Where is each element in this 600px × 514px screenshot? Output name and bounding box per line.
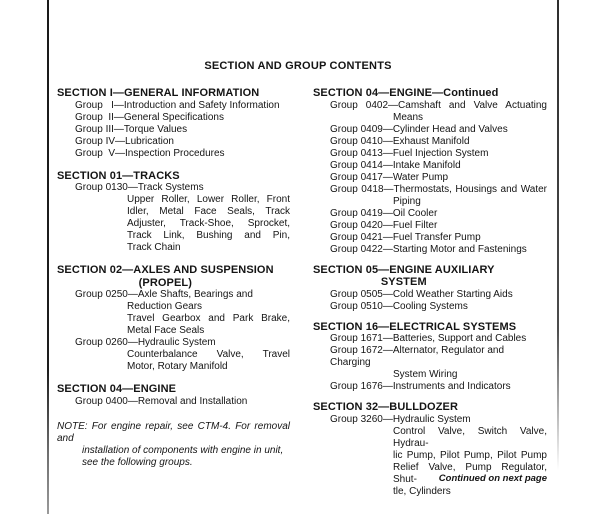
group-entry: Group 0417—Water Pump — [330, 171, 449, 183]
group-entry: Group 0410—Exhaust Manifold — [330, 135, 470, 147]
section-heading-line: SECTION I—GENERAL INFORMATION — [57, 87, 260, 99]
note-line: see the following groups. — [82, 456, 193, 468]
section-heading — [313, 401, 458, 414]
group-entry-continuation: System Wiring — [393, 369, 458, 380]
group-entry: Group 0419—Oil Cooler — [330, 207, 438, 219]
group-entry-continuation: Relief Valve, Pump Regulator, Shut- — [393, 461, 547, 485]
section-heading-line: SECTION 04—ENGINE — [57, 383, 177, 395]
group-entry: Group 1672—Alternator, Regulator and Charging — [330, 345, 507, 368]
group-entry: Group 1676—Instruments and Indicators — [330, 381, 511, 392]
section-heading-line: SECTION 04—ENGINE—Continued — [313, 87, 499, 99]
group-entry-continuation: Reduction Gears — [127, 301, 203, 312]
section-heading-line: SECTION 05—ENGINE AUXILIARY — [313, 263, 495, 276]
group-entry: Group I—Introduction and Safety Information — [75, 99, 280, 111]
section-heading — [57, 170, 180, 183]
page-title: SECTION AND GROUP CONTENTS — [204, 60, 392, 72]
section-heading-line: SECTION 16—ELECTRICAL SYSTEMS — [313, 320, 517, 333]
group-entry: Group IV—Lubrication — [75, 135, 174, 147]
section-heading-line: (PROPEL) — [138, 276, 192, 289]
group-entry: Group 0505—Cold Weather Starting Aids — [330, 288, 513, 300]
group-entry-continuation: Track Chain — [127, 242, 181, 253]
group-entry: Group 0130—Track Systems — [75, 182, 204, 193]
group-entry-continuation: Idler, Metal Face Seals, Track — [127, 206, 290, 217]
toc-section — [57, 264, 290, 373]
group-entry: Group 0409—Cylinder Head and Valves — [330, 123, 508, 135]
section-heading — [57, 264, 274, 289]
group-entry: Group II—General Specifications — [75, 111, 224, 123]
group-entry-continuation: Motor, Rotary Manifold — [127, 361, 228, 372]
group-entry-continuation: Travel Gearbox and Park Brake, — [127, 313, 290, 324]
group-entry-continuation: tle, Cylinders — [393, 485, 451, 497]
contents-column-right — [313, 87, 547, 498]
group-entry-continuation: Metal Face Seals — [127, 325, 205, 336]
group-entry: Group III—Torque Values — [75, 123, 188, 135]
toc-section — [57, 170, 290, 255]
toc-section — [313, 321, 547, 394]
group-entry: Group 0413—Fuel Injection System — [330, 147, 489, 159]
toc-section — [57, 383, 290, 408]
group-entry: Group 0422—Starting Motor and Fastenings — [330, 243, 527, 255]
page-edge-rule-right — [557, 0, 559, 470]
group-entry-continuation: lic Pump, Pilot Pump, Pilot Pump — [393, 449, 547, 461]
group-entry: Group 0414—Intake Manifold — [330, 159, 461, 171]
section-heading — [57, 87, 259, 100]
group-entry: Group 1671—Batteries, Support and Cables — [330, 333, 527, 344]
section-heading-line: SECTION 01—TRACKS — [57, 169, 180, 182]
contents-column-left — [57, 87, 290, 469]
section-heading — [313, 321, 516, 334]
group-entry: Group 0250—Axle Shafts, Bearings and — [75, 289, 253, 300]
continued-note: Continued on next page — [438, 473, 547, 484]
toc-section — [313, 87, 547, 256]
group-entry: Group 0510—Cooling Systems — [330, 300, 468, 312]
group-entry: Group 0421—Fuel Transfer Pump — [330, 231, 481, 243]
group-entry: Group 0400—Removal and Installation — [75, 395, 248, 407]
note-line: NOTE: For engine repair, see CTM-4. For removal and — [57, 420, 290, 444]
group-entry: Group 0402—Camshaft and Valve Actuating — [330, 99, 547, 111]
page-edge-rule-left — [47, 0, 49, 514]
section-heading — [313, 264, 495, 289]
toc-section — [57, 87, 290, 160]
group-entry: Group V—Inspection Procedures — [75, 147, 225, 159]
group-entry-continuation: Means — [393, 111, 424, 123]
section-heading — [57, 383, 176, 396]
note-line: installation of components with engine in unit, — [82, 444, 284, 456]
group-entry: Group 0418—Thermostats, Housings and Water — [330, 183, 547, 195]
group-entry-continuation: Piping — [393, 195, 421, 207]
note-block — [57, 421, 290, 469]
group-entry-continuation: Control Valve, Switch Valve, Hydrau- — [393, 425, 547, 449]
section-heading-line: SYSTEM — [380, 276, 427, 288]
group-entry-continuation: Counterbalance Valve, Travel — [127, 349, 290, 360]
group-entry-continuation: Upper Roller, Lower Roller, Front — [127, 194, 290, 205]
toc-section — [313, 264, 547, 313]
group-entry: Group 0260—Hydraulic System — [75, 337, 216, 348]
section-heading — [313, 87, 498, 100]
group-entry: Group 3260—Hydraulic System — [330, 413, 471, 425]
group-entry: Group 0420—Fuel Filter — [330, 219, 438, 231]
section-heading-line: SECTION 32—BULLDOZER — [313, 401, 459, 413]
section-heading-line: SECTION 02—AXLES AND SUSPENSION — [57, 264, 274, 276]
group-entry-continuation: Track Link, Bushing and Pin, — [127, 230, 290, 241]
group-entry-continuation: Adjuster, Track-Shoe, Sprocket, — [127, 218, 290, 229]
